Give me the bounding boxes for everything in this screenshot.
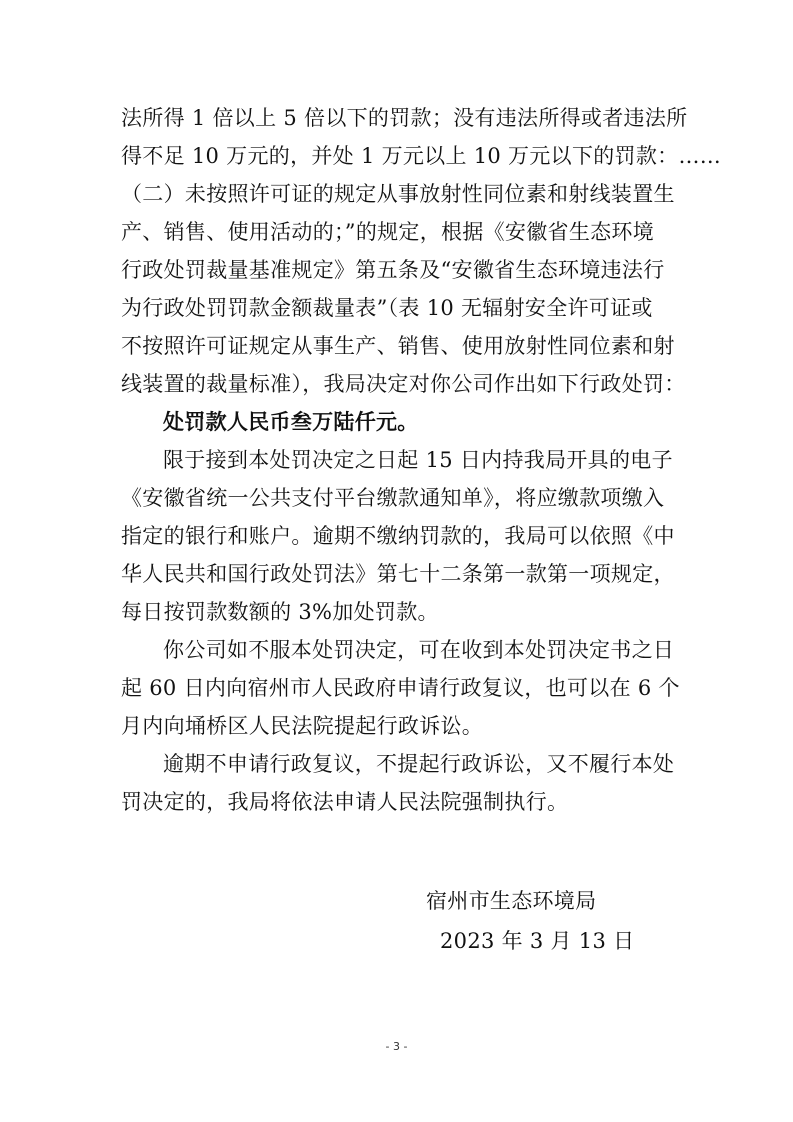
enforcement-paragraph-line: 罚决定的，我局将依法申请人民法院强制执行。 bbox=[121, 790, 569, 814]
signature-date: 2023 年 3 月 13 日 bbox=[440, 929, 635, 953]
payment-paragraph-line: 限于接到本处罚决定之日起 15 日内持我局开具的电子 bbox=[163, 448, 673, 472]
payment-paragraph-line: 指定的银行和账户。逾期不缴纳罚款的，我局可以依照《中 bbox=[121, 524, 675, 548]
page-number: - 3 - bbox=[385, 1040, 408, 1053]
body-text-line: 得不足 10 万元的，并处 1 万元以上 10 万元以下的罚款：…… bbox=[121, 144, 722, 168]
payment-paragraph-line: 华人民共和国行政处罚法》第七十二条第一款第一项规定， bbox=[121, 562, 675, 586]
penalty-statement: 处罚款人民币叁万陆仟元。 bbox=[163, 409, 419, 434]
appeal-paragraph-line: 月内向埇桥区人民法院提起行政诉讼。 bbox=[121, 714, 484, 738]
body-text-line: 法所得 1 倍以上 5 倍以下的罚款；没有违法所得或者违法所 bbox=[121, 106, 688, 130]
payment-paragraph-line: 每日按罚款数额的 3%加处罚款。 bbox=[121, 600, 439, 624]
body-text-line: 产、销售、使用活动的；”的规定，根据《安徽省生态环境 bbox=[121, 220, 655, 244]
body-text-line: 为行政处罚罚款金额裁量表”（表 10 无辐射安全许可证或 bbox=[121, 296, 653, 320]
body-text-line: 线装置的裁量标准），我局决定对你公司作出如下行政处罚： bbox=[121, 372, 686, 396]
body-text-line: （二）未按照许可证的规定从事放射性同位素和射线装置生 bbox=[121, 182, 675, 206]
appeal-paragraph-line: 你公司如不服本处罚决定，可在收到本处罚决定书之日 bbox=[163, 638, 675, 662]
body-text-line: 不按照许可证规定从事生产、销售、使用放射性同位素和射 bbox=[121, 334, 675, 358]
payment-paragraph-line: 《安徽省统一公共支付平台缴款通知单》，将应缴款项缴入 bbox=[121, 486, 665, 510]
signature-organization: 宿州市生态环境局 bbox=[426, 889, 597, 913]
body-text-line: 行政处罚裁量基准规定》第五条及“安徽省生态环境违法行 bbox=[121, 258, 665, 282]
appeal-paragraph-line: 起 60 日内向宿州市人民政府申请行政复议，也可以在 6 个 bbox=[121, 676, 680, 700]
enforcement-paragraph-line: 逾期不申请行政复议，不提起行政诉讼，又不履行本处 bbox=[163, 752, 675, 776]
